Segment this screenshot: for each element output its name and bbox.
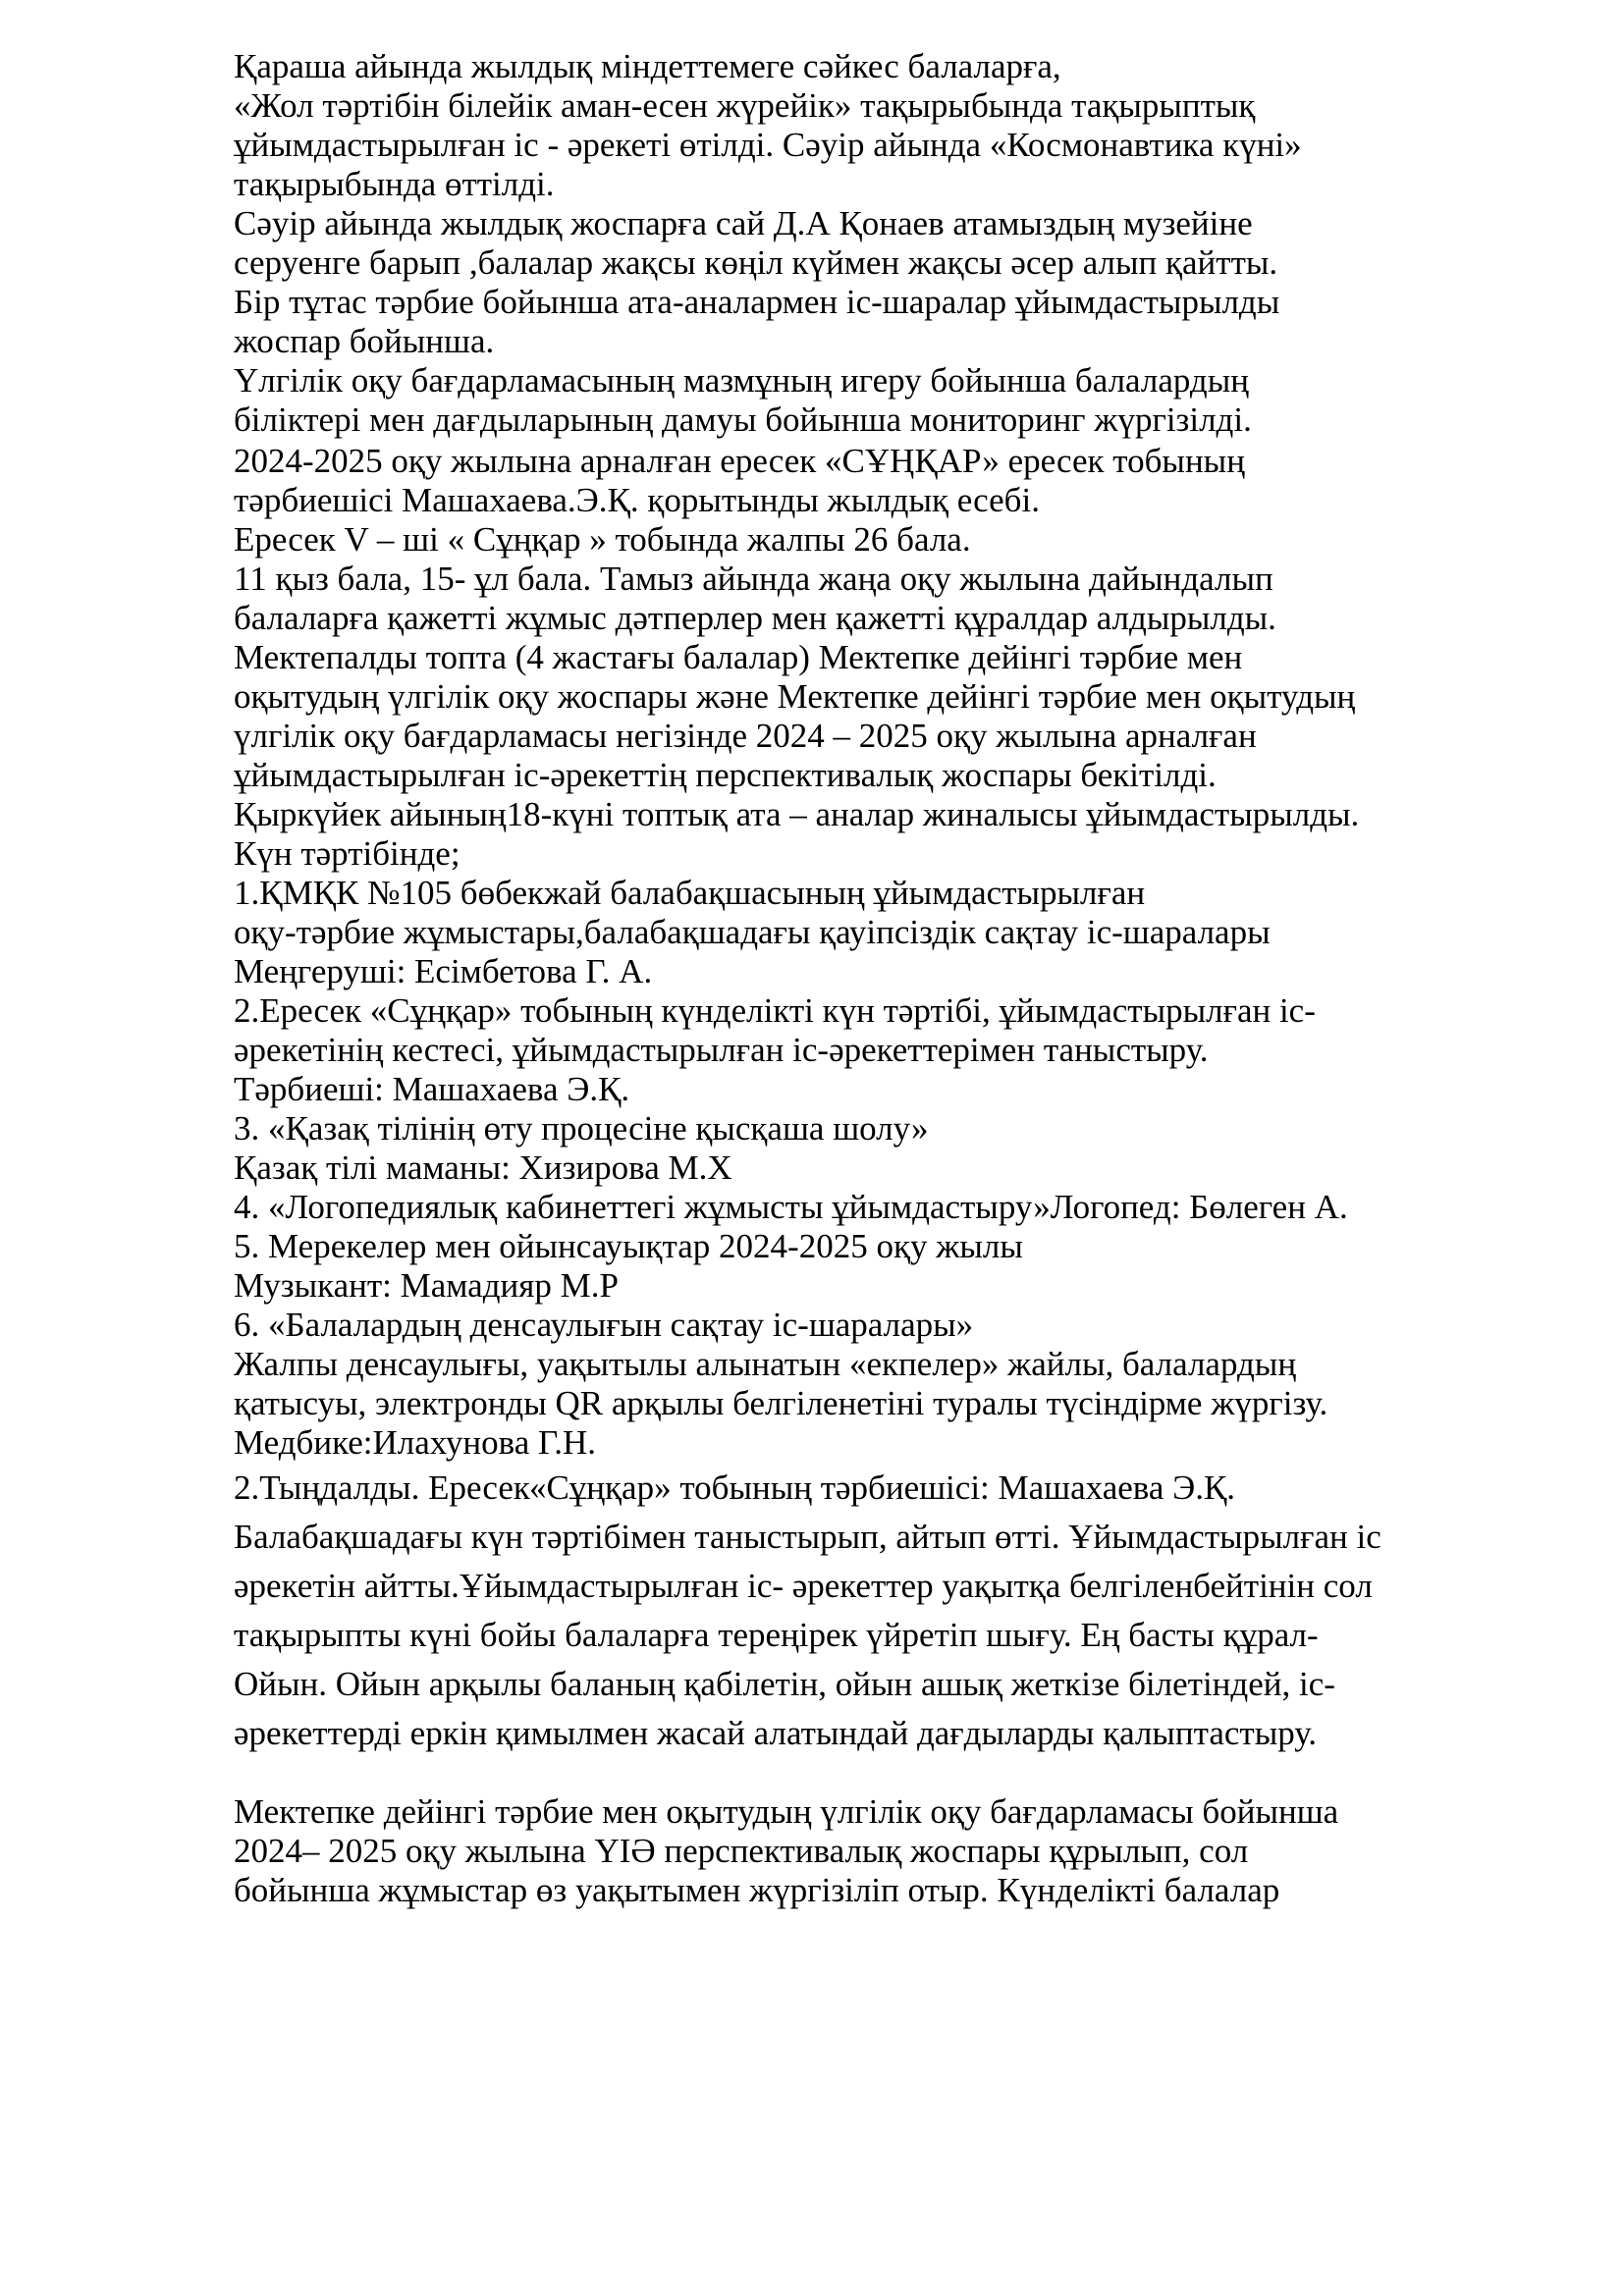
text-line: әрекетін айтты.Ұйымдастырылған іс- әрекеттер уақытқа белгіленбейтінін сол — [234, 1567, 1373, 1605]
text-line: 2024-2025 оқу жылына арналған ересек «СҰҢҚАР» ересек тобының — [234, 442, 1245, 480]
text-line: біліктері мен дағдыларының дамуы бойынша мониторинг жүргізілді. — [234, 400, 1252, 439]
text-line: Қазақ тілі маманы: Хизирова М.Х — [234, 1148, 732, 1187]
text-line: 2.Тыңдалды. Ересек«Сұңқар» тобының тәрбиешісі: Машахаева Э.Қ. — [234, 1468, 1236, 1507]
text-line: әрекетінің кестесі, ұйымдастырылған іс-әрекеттерімен таныстыру. — [234, 1031, 1209, 1069]
text-line: Қараша айында жылдық міндеттемеге сәйкес балаларға, — [234, 47, 1061, 85]
text-line: Ойын. Ойын арқылы баланың қабілетін, ойын ашық жеткізе білетіндей, іс- — [234, 1665, 1335, 1703]
text-line: Сәуір айында жылдық жоспарға сай Д.А Қонаев атамыздың музейіне — [234, 204, 1253, 242]
text-line: 1.ҚМҚК №105 бөбекжай балабақшасының ұйымдастырылған — [234, 874, 1146, 912]
text-line: Медбике:Илахунова Г.Н. — [234, 1423, 597, 1462]
text-line: Ересек V – ші « Сұңқар » тобында жалпы 26 бала. — [234, 520, 971, 559]
text-line: Мектепалды топта (4 жастағы балалар) Мектепке дейінгі тәрбие мен — [234, 638, 1243, 676]
text-line: бойынша жұмыстар өз уақытымен жүргізіліп отыр. Күнделікті балалар — [234, 1871, 1280, 1909]
text-line: 5. Мерекелер мен ойынсауықтар 2024-2025 оқу жылы — [234, 1227, 1023, 1265]
text-line: Қыркүйек айының18-күні топтық ата – аналар жиналысы ұйымдастырылды. — [234, 795, 1360, 833]
text-line: серуенге барып ,балалар жақсы көңіл күймен жақсы әсер алып қайтты. — [234, 243, 1278, 282]
text-line: Күн тәртібінде; — [234, 834, 460, 873]
text-line: 6. «Балалардың денсаулығын сақтау іс-шаралары» — [234, 1306, 974, 1344]
text-line: 3. «Қазақ тілінің өту процесіне қысқаша шолу» — [234, 1109, 929, 1148]
text-line: 11 қыз бала, 15- ұл бала. Тамыз айында жаңа оқу жылына дайындалып — [234, 560, 1273, 598]
text-line: балаларға қажетті жұмыс дәтперлер мен қажетті құралдар алдырылды. — [234, 599, 1276, 637]
text-line: Музыкант: Мамадияр М.Р — [234, 1266, 619, 1305]
text-line: ұйымдастырылған іс-әрекеттің перспективалық жоспары бекітілді. — [234, 756, 1217, 794]
text-line: Мектепке дейінгі тәрбие мен оқытудың үлгілік оқу бағдарламасы бойынша — [234, 1792, 1339, 1831]
text-line: «Жол тәртібін білейік аман-есен жүрейік» тақырыбында тақырыптық — [234, 86, 1256, 125]
text-line: Меңгеруші: Есімбетова Г. А. — [234, 952, 653, 990]
text-line: тақырыбында өттілді. — [234, 165, 555, 203]
text-line: жоспар бойынша. — [234, 322, 495, 360]
text-line: қатысуы, электронды QR арқылы белгіленетіні туралы түсіндірме жүргізу. — [234, 1384, 1328, 1422]
text-line: тәрбиешісі Машахаева.Э.Қ. қорытынды жылдық есебі. — [234, 481, 1040, 519]
text-line: Үлгілік оқу бағдарламасының мазмұның игеру бойынша балалардың — [234, 361, 1249, 400]
text-line: 2.Ересек «Сұңқар» тобының күнделікті күн тәртібі, ұйымдастырылған іс- — [234, 991, 1316, 1030]
text-line: ұйымдастырылған іс - әрекеті өтілді. Сәуір айында «Космонавтика күні» — [234, 126, 1302, 164]
text-line: оқытудың үлгілік оқу жоспары және Мектепке дейінгі тәрбие мен оқытудың — [234, 677, 1356, 716]
text-line: үлгілік оқу бағдарламасы негізінде 2024 – 2025 оқу жылына арналған — [234, 717, 1257, 755]
text-line: 2024– 2025 оқу жылына ҮІӘ перспективалық жоспары құрылып, сол — [234, 1832, 1249, 1870]
text-line: оқу-тәрбие жұмыстары,балабақшадағы қауіпсіздік сақтау іс-шаралары — [234, 913, 1271, 951]
text-line: тақырыпты күні бойы балаларға тереңірек үйретіп шығу. Ең басты құрал- — [234, 1616, 1319, 1654]
text-line: Бір тұтас тәрбие бойынша ата-аналармен іс-шаралар ұйымдастырылды — [234, 283, 1280, 321]
text-line: Жалпы денсаулығы, уақытылы алынатын «екпелер» жайлы, балалардың — [234, 1345, 1297, 1383]
text-line: Балабақшадағы күн тәртібімен таныстырып, айтып өтті. Ұйымдастырылған іс — [234, 1518, 1381, 1556]
text-line: 4. «Логопедиялық кабинеттегі жұмысты ұйымдастыру»Логопед: Бөлеген А. — [234, 1188, 1348, 1226]
text-line: әрекеттерді еркін қимылмен жасай алатындай дағдыларды қалыптастыру. — [234, 1714, 1318, 1752]
text-line: Тәрбиеші: Машахаева Э.Қ. — [234, 1070, 630, 1108]
